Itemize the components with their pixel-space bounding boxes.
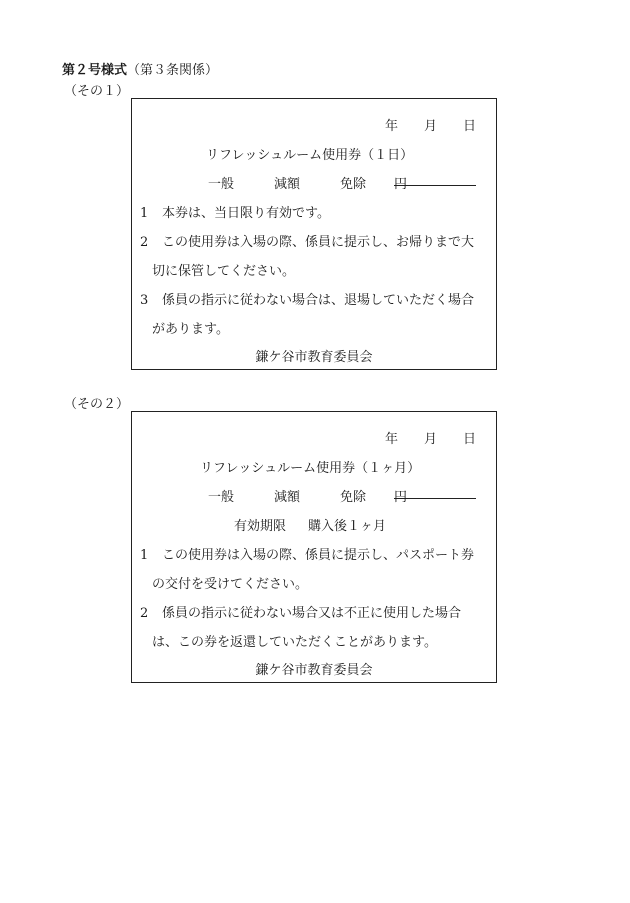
year-label: 年 <box>384 119 398 134</box>
ticket2-title: リフレッシュルーム使用券（１ヶ月） <box>200 461 421 476</box>
ticket2-price-row <box>132 486 496 505</box>
ticket1-label: （その１） <box>64 84 130 99</box>
ticket2-date-row <box>385 428 476 447</box>
month-label: 月 <box>423 432 437 447</box>
ticket2-validity <box>234 515 386 534</box>
ticket2-note-1: 1 この使用券は入場の際、係員に提示し、パスポート券 <box>140 548 475 563</box>
form-number: 第２号様式 <box>62 63 128 78</box>
ticket2-note-2: 2 係員の指示に従わない場合又は不正に使用した場合 <box>140 606 462 621</box>
day-label: 日 <box>462 119 476 134</box>
ticket1-note-1: 1 本券は、当日限り有効です。 <box>140 206 330 221</box>
ticket1-note-3-cont: があります。 <box>152 322 229 337</box>
ticket1-box <box>131 98 497 370</box>
ticket1-note-2: 2 この使用券は入場の際、係員に提示し、お帰りまで大 <box>140 235 475 250</box>
price-exempt: 免除 <box>340 177 367 192</box>
ticket1-price-row <box>132 173 496 192</box>
ticket2-issuer: 鎌ケ谷市教育委員会 <box>255 663 373 678</box>
validity-label: 有効期限 <box>234 519 287 534</box>
ticket1-note-3: 3 係員の指示に従わない場合は、退場していただく場合 <box>140 293 475 308</box>
ticket2-note-1-cont: の交付を受けてください。 <box>152 577 309 592</box>
day-label: 日 <box>462 432 476 447</box>
ticket1-note-2-cont: 切に保管してください。 <box>152 264 296 279</box>
price-reduced: 減額 <box>274 490 301 505</box>
price-general: 一般 <box>208 490 235 505</box>
form-title <box>62 59 218 78</box>
year-label: 年 <box>384 432 398 447</box>
price-general: 一般 <box>208 177 235 192</box>
month-label: 月 <box>423 119 437 134</box>
yen-label: 円 <box>394 490 408 505</box>
price-reduced: 減額 <box>274 177 301 192</box>
ticket2-note-2-cont: は、この券を返還していただくことがあります。 <box>152 635 437 650</box>
yen-label: 円 <box>394 177 408 192</box>
ticket2-label: （その２） <box>64 397 130 412</box>
ticket2-box <box>131 411 497 683</box>
ticket1-issuer: 鎌ケ谷市教育委員会 <box>255 350 373 365</box>
validity-value: 購入後１ヶ月 <box>308 519 387 534</box>
form-relation: （第３条関係） <box>127 63 219 78</box>
ticket1-date-row <box>385 115 476 134</box>
ticket1-title: リフレッシュルーム使用券（１日） <box>206 148 414 163</box>
price-exempt: 免除 <box>340 490 367 505</box>
